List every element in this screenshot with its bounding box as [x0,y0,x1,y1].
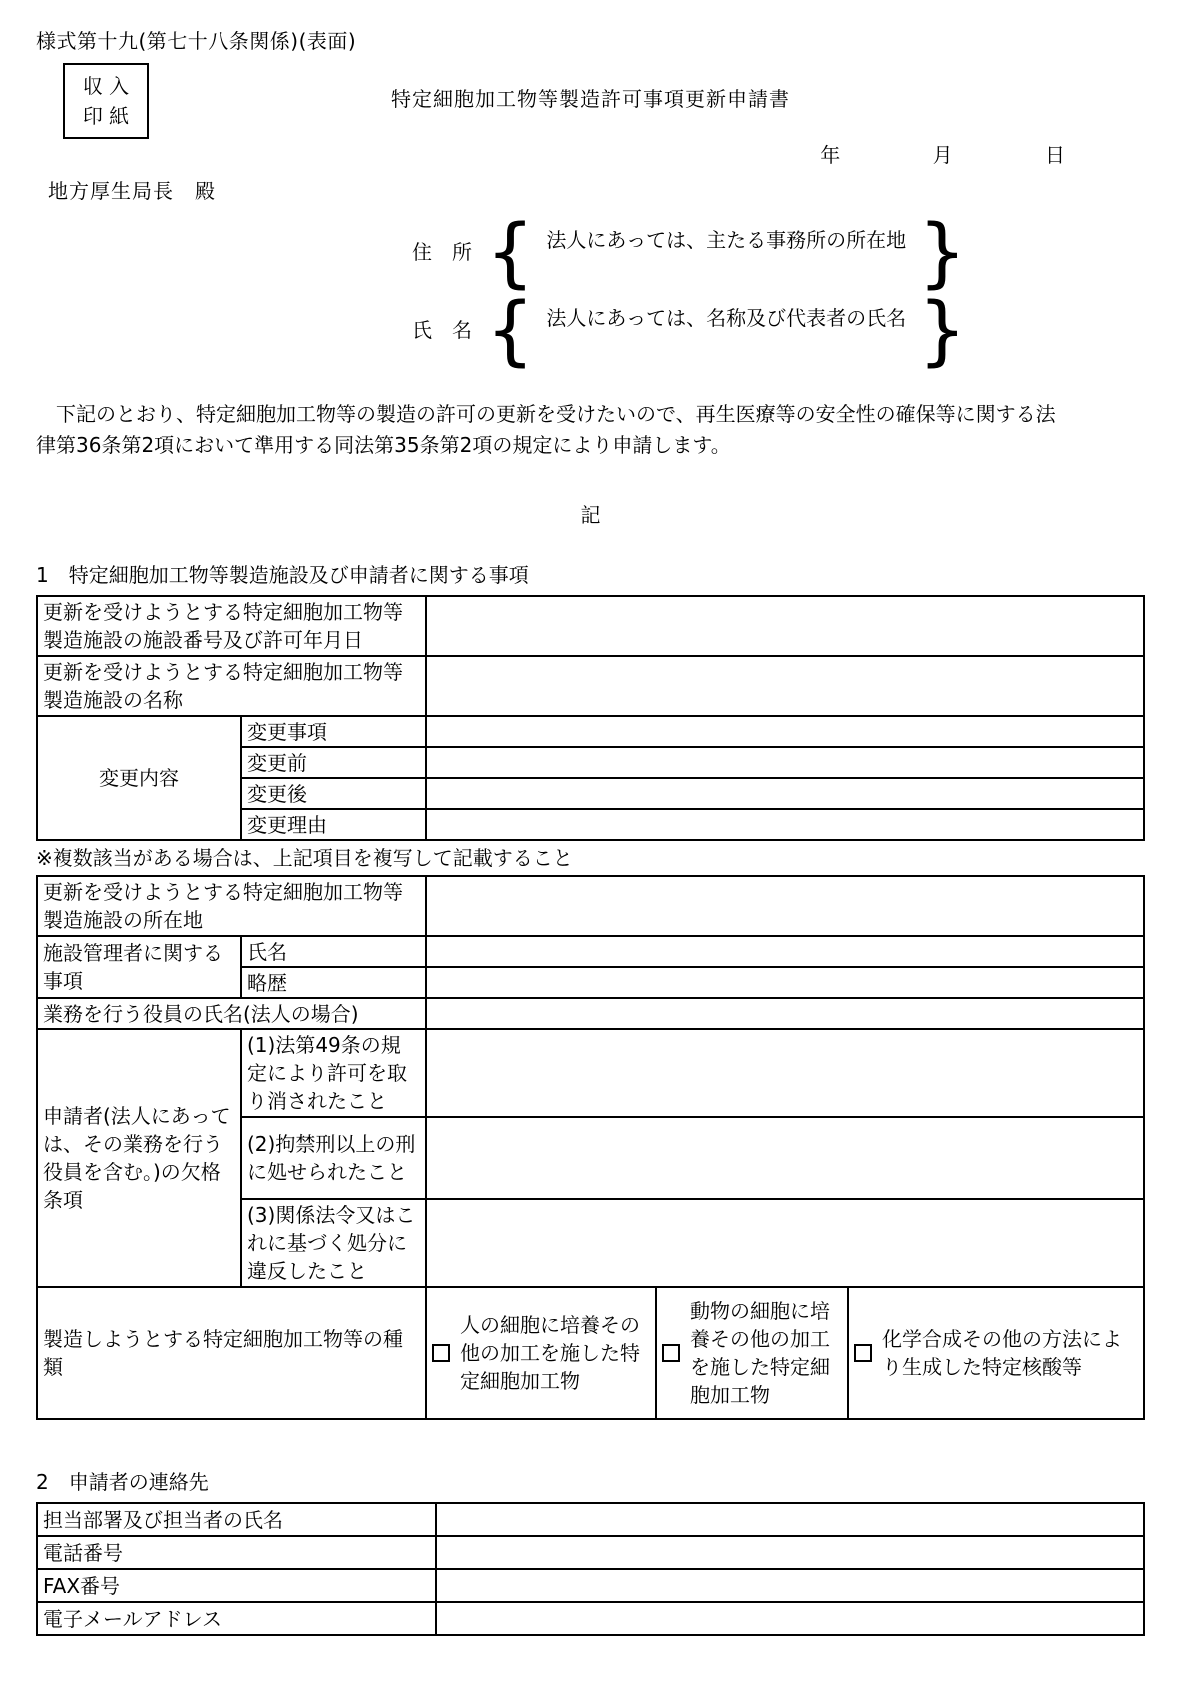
change-reason-label: 変更理由 [241,809,426,840]
section2-table [36,1502,1145,1636]
close-brace-icon: } [918,207,967,296]
form-number: 様式第十九(第七十八条関係)(表面) [36,29,357,53]
manager-history-input[interactable] [426,967,1144,998]
contact-dept-input[interactable] [436,1503,1144,1536]
product-type-option-animal [656,1287,848,1419]
applicant-identity-block [36,207,1145,374]
revenue-stamp-box: 収 入 印 紙 [63,63,149,139]
table-row [37,1029,1144,1117]
fax-input[interactable] [436,1569,1144,1602]
change-item-label: 変更事項 [241,716,426,747]
manager-name-input[interactable] [426,936,1144,967]
manager-history-label: 略歴 [241,967,426,998]
phone-label: 電話番号 [37,1536,436,1569]
address-note: 法人にあっては、主たる事務所の所在地 [546,228,907,252]
section2-heading: 2 申請者の連絡先 [36,1470,209,1494]
change-after-input[interactable] [426,778,1144,809]
officer-names-input[interactable] [426,998,1144,1029]
address-row [412,207,1145,296]
phone-input[interactable] [436,1536,1144,1569]
date-line [36,141,1145,169]
facility-number-label: 更新を受けようとする特定細胞加工物等製造施設の施設番号及び許可年月日 [37,596,426,656]
officer-names-label: 業務を行う役員の氏名(法人の場合) [37,998,426,1029]
year-label: 年 [820,143,841,167]
table-row [37,876,1144,936]
checkbox-animal-cell-product[interactable] [662,1344,680,1362]
close-brace-icon: } [918,285,967,374]
disqualification-2-input[interactable] [426,1117,1144,1199]
table-row [37,1536,1144,1569]
name-row [412,285,1145,374]
facility-name-input[interactable] [426,656,1144,716]
open-brace-icon: { [486,285,535,374]
table-row [37,656,1144,716]
disqualification-2-label: (2)拘禁刑以上の刑に処せられたこと [241,1117,426,1199]
table-row [37,716,1144,747]
name-note: 法人にあっては、名称及び代表者の氏名 [546,306,907,330]
duplicate-note: ※複数該当がある場合は、上記項目を複写して記載すること [36,846,573,870]
manager-section-label: 施設管理者に関する事項 [37,936,241,998]
open-brace-icon: { [486,207,535,296]
contact-dept-label: 担当部署及び担当者の氏名 [37,1503,436,1536]
product-type-option-chemical [848,1287,1144,1419]
disqualification-3-input[interactable] [426,1199,1144,1287]
section1-table-a [36,595,1145,841]
table-row [37,1503,1144,1536]
fax-label: FAX番号 [37,1569,436,1602]
disqualification-1-label: (1)法第49条の規定により許可を取り消されたこと [241,1029,426,1117]
facility-address-input[interactable] [426,876,1144,936]
change-before-label: 変更前 [241,747,426,778]
addressee: 地方厚生局長 殿 [48,179,216,203]
change-before-input[interactable] [426,747,1144,778]
manager-name-label: 氏名 [241,936,426,967]
disqualification-label: 申請者(法人にあっては、その業務を行う役員を含む。)の欠格条項 [37,1029,241,1287]
facility-address-label: 更新を受けようとする特定細胞加工物等製造施設の所在地 [37,876,426,936]
product-type-label: 製造しようとする特定細胞加工物等の種類 [37,1287,426,1419]
product-type-1-label: 人の細胞に培養その他の加工を施した特定細胞加工物 [460,1313,640,1393]
change-after-label: 変更後 [241,778,426,809]
header [36,61,1145,141]
name-label: 氏 名 [412,318,472,342]
disqualification-1-input[interactable] [426,1029,1144,1117]
month-label: 月 [932,143,953,167]
product-type-option-human [426,1287,656,1419]
checkbox-chemical-synthesis-product[interactable] [854,1344,872,1362]
change-content-label: 変更内容 [37,716,241,840]
table-row [37,1602,1144,1635]
email-label: 電子メールアドレス [37,1602,436,1635]
application-statement: 下記のとおり、特定細胞加工物等の製造の許可の更新を受けたいので、再生医療等の安全性の確保等に関する法 律第36条第2項において準用する同法第35条第2項の規定により申請します。 [36,402,1056,457]
email-input[interactable] [436,1602,1144,1635]
table-row [37,998,1144,1029]
table-row [37,936,1144,967]
table-row [37,1287,1144,1419]
section1-heading: 1 特定細胞加工物等製造施設及び申請者に関する事項 [36,563,529,587]
disqualification-3-label: (3)関係法令又はこれに基づく処分に違反したこと [241,1199,426,1287]
section1-table-b [36,875,1145,1420]
facility-number-input[interactable] [426,596,1144,656]
ki-heading: 記 [580,503,601,527]
page-title: 特定細胞加工物等製造許可事項更新申請書 [391,87,790,111]
change-reason-input[interactable] [426,809,1144,840]
product-type-2-label: 動物の細胞に培養その他の加工を施した特定細胞加工物 [690,1299,830,1407]
day-label: 日 [1045,143,1065,167]
table-row [37,1569,1144,1602]
address-label: 住 所 [412,240,472,264]
facility-name-label: 更新を受けようとする特定細胞加工物等製造施設の名称 [37,656,426,716]
product-type-3-label: 化学合成その他の方法により生成した特定核酸等 [882,1327,1122,1379]
change-item-input[interactable] [426,716,1144,747]
checkbox-human-cell-product[interactable] [432,1344,450,1362]
table-row [37,596,1144,656]
